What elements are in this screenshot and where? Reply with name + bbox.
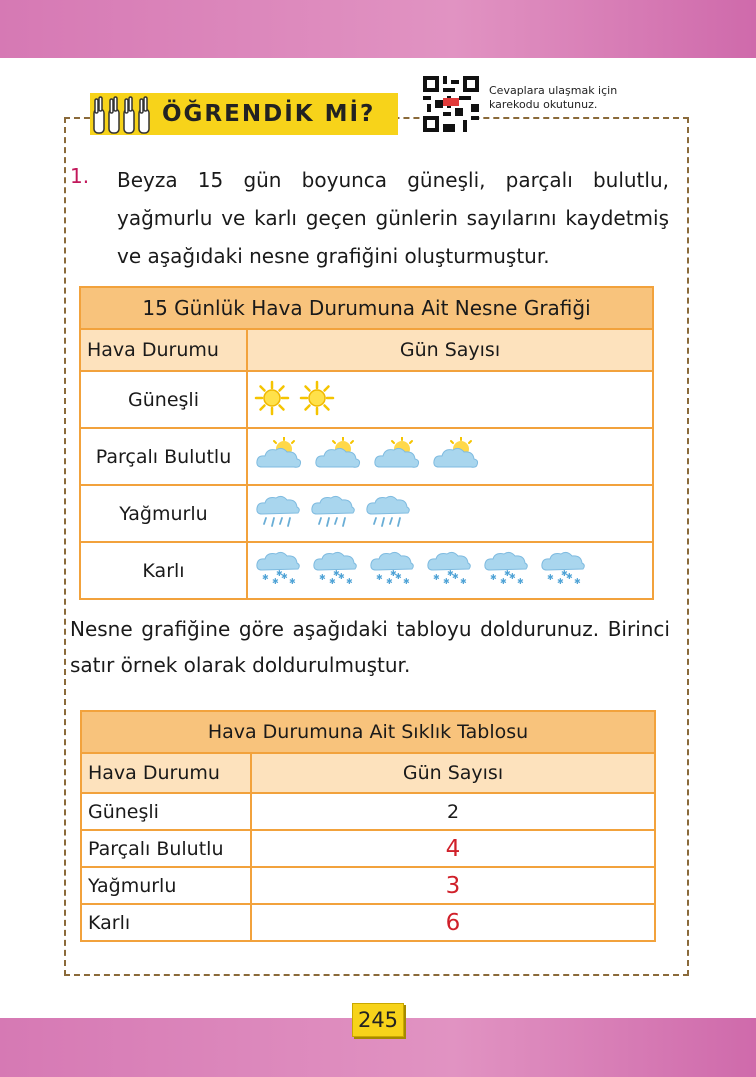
svg-text:✱: ✱ <box>557 576 564 586</box>
freq-row-answer[interactable]: 4 <box>251 830 655 867</box>
sun-icon <box>254 380 290 420</box>
freq-row-label: Güneşli <box>81 793 251 830</box>
svg-text:✱: ✱ <box>346 576 353 586</box>
graph-row-label: Parçalı Bulutlu <box>80 428 247 485</box>
freq-row-value: 2 <box>251 793 655 830</box>
question-text: Beyza 15 gün boyunca güneşli, parçalı bulutlu, yağmurlu ve karlı geçen günlerin sayılarını kaydetmiş ve aşağıdaki nesne grafiğini oluşturmuştur. <box>117 168 669 268</box>
svg-text:✱: ✱ <box>289 576 296 586</box>
graph-row-partly-cloudy <box>80 428 653 485</box>
object-graph-table <box>79 286 654 600</box>
snow-cloud-icon <box>482 550 530 592</box>
instruction-text: Nesne grafiğine göre aşağıdaki tabloyu doldurunuz. Birinci satır örnek olarak doldurulmuştur. <box>70 617 670 677</box>
svg-text:✱: ✱ <box>443 576 450 586</box>
svg-text:✱: ✱ <box>509 571 516 581</box>
table-row <box>81 830 655 867</box>
svg-text:✱: ✱ <box>333 568 340 578</box>
graph-icons <box>254 380 652 420</box>
sun-icon <box>299 380 335 420</box>
svg-text:✱: ✱ <box>386 576 393 586</box>
object-graph-title: 15 Günlük Hava Durumuna Ait Nesne Grafiği <box>80 287 653 329</box>
frequency-table-title: Hava Durumuna Ait Sıklık Tablosu <box>81 711 655 753</box>
svg-text:✱: ✱ <box>447 568 454 578</box>
freq-row-answer[interactable]: 3 <box>251 867 655 904</box>
svg-text:✱: ✱ <box>272 576 279 586</box>
partly-cloudy-icon <box>372 437 422 477</box>
section-banner <box>90 93 398 135</box>
freq-header-days: Gün Sayısı <box>251 753 655 793</box>
table-row <box>81 867 655 904</box>
graph-row-sunny <box>80 371 653 428</box>
snow-cloud-icon <box>368 550 416 592</box>
freq-row-label: Parçalı Bulutlu <box>81 830 251 867</box>
svg-text:✱: ✱ <box>460 576 467 586</box>
svg-text:✱: ✱ <box>504 568 511 578</box>
svg-text:✱: ✱ <box>452 571 459 581</box>
snow-cloud-icon <box>311 550 359 592</box>
graph-row-snowy <box>80 542 653 599</box>
qr-caption: Cevaplara ulaşmak için karekodu okutunuz. <box>489 84 618 111</box>
svg-text:✱: ✱ <box>338 571 345 581</box>
partly-cloudy-icon <box>254 437 304 477</box>
freq-header-weather: Hava Durumu <box>81 753 251 793</box>
rain-cloud-icon <box>364 494 410 534</box>
freq-row-answer[interactable]: 6 <box>251 904 655 941</box>
banner-title: ÖĞRENDİK Mİ? <box>162 101 376 127</box>
svg-text:✱: ✱ <box>561 568 568 578</box>
svg-text:✱: ✱ <box>433 572 440 582</box>
snow-cloud-icon <box>425 550 473 592</box>
partly-cloudy-icon <box>313 437 363 477</box>
graph-row-label: Yağmurlu <box>80 485 247 542</box>
svg-text:✱: ✱ <box>262 572 269 582</box>
top-decorative-band <box>0 0 756 58</box>
partly-cloudy-icon <box>431 437 481 477</box>
svg-text:✱: ✱ <box>390 568 397 578</box>
graph-header-days: Gün Sayısı <box>247 329 653 371</box>
table-row <box>81 904 655 941</box>
svg-text:✱: ✱ <box>500 576 507 586</box>
snow-cloud-icon <box>254 550 302 592</box>
table-row <box>81 793 655 830</box>
svg-text:✱: ✱ <box>547 572 554 582</box>
svg-text:✱: ✱ <box>395 571 402 581</box>
svg-text:✱: ✱ <box>517 576 524 586</box>
graph-icons <box>254 437 652 477</box>
svg-text:✱: ✱ <box>490 572 497 582</box>
graph-row-label: Güneşli <box>80 371 247 428</box>
svg-text:✱: ✱ <box>281 571 288 581</box>
svg-text:✱: ✱ <box>566 571 573 581</box>
graph-row-rainy <box>80 485 653 542</box>
svg-text:✱: ✱ <box>276 568 283 578</box>
freq-row-label: Karlı <box>81 904 251 941</box>
svg-text:✱: ✱ <box>403 576 410 586</box>
graph-header-weather: Hava Durumu <box>80 329 247 371</box>
graph-row-label: Karlı <box>80 542 247 599</box>
snow-cloud-icon <box>539 550 587 592</box>
svg-text:✱: ✱ <box>329 576 336 586</box>
frequency-table <box>80 710 656 942</box>
rain-cloud-icon <box>309 494 355 534</box>
svg-text:✱: ✱ <box>376 572 383 582</box>
freq-row-label: Yağmurlu <box>81 867 251 904</box>
page-number: 245 <box>352 1003 404 1037</box>
svg-text:✱: ✱ <box>574 576 581 586</box>
graph-icons <box>254 550 652 592</box>
rain-cloud-icon <box>254 494 300 534</box>
graph-icons <box>254 494 652 534</box>
question-number: 1. <box>70 164 90 188</box>
qr-code-icon[interactable] <box>423 76 479 132</box>
svg-text:✱: ✱ <box>319 572 326 582</box>
raised-hands-icon <box>90 93 154 135</box>
